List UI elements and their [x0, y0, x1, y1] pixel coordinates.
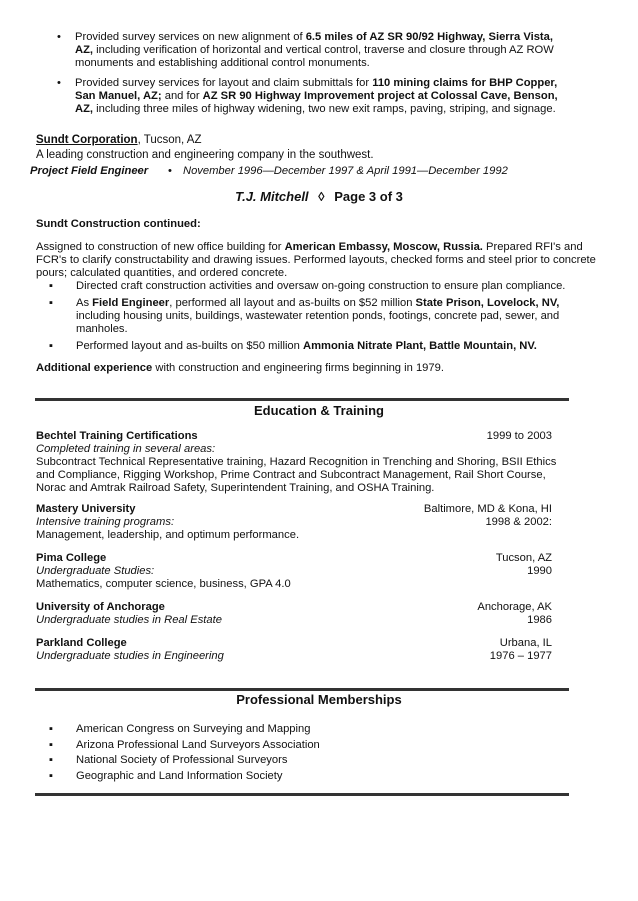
institution-name: Mastery University — [36, 503, 136, 515]
bullet-marker: ▪ — [49, 297, 53, 309]
list-item: ▪ Geographic and Land Information Society — [49, 769, 283, 782]
job-dates: November 1996—December 1997 & April 1991—December 1992 — [183, 165, 508, 177]
institution-name: Parkland College — [36, 637, 127, 649]
bullet-text: Provided survey services on new alignment of 6.5 miles of AZ SR 90/92 Highway, Sierra Vista, AZ, including verification of horizontal and vertical control, traverse and closure through AZ ROW monuments and establishing additional control monuments. — [75, 31, 554, 69]
entry-subtitle: Completed training in several areas: — [36, 443, 216, 455]
list-item: ▪ As Field Engineer, performed all layout and as-builts on $52 million State Prison, Lovelock, NV, including housing units, buildings, wastewater retention ponds, footings, concrete pad, sewer, and manholes. — [49, 297, 560, 335]
entry-location-date: Baltimore, MD & Kona, HI 1998 & 2002: — [423, 503, 552, 528]
bullet-text: Provided survey services for layout and claim submittals for 110 mining claims for BHP Copper, San Manuel, AZ; and for AZ SR 90 Highway Improvement project at Colossal Cave, Benson, AZ, including three miles of highway widening, two new exit ramps, paving, striping, and signage. — [75, 77, 558, 115]
education-entry — [36, 601, 552, 627]
section-divider — [35, 793, 569, 796]
list-item — [52, 31, 572, 70]
employer-block — [36, 133, 596, 163]
section-title-memberships: Professional Memberships — [236, 692, 402, 707]
list-item: ▪ American Congress on Surveying and Mapping — [49, 723, 311, 735]
entry-location-date: Urbana, IL 1976 – 1977 — [489, 637, 552, 662]
entry-subtitle: Undergraduate Studies: — [36, 565, 155, 577]
page-number: Page 3 of 3 — [334, 189, 403, 204]
continued-paragraph: Assigned to construction of new office building for American Embassy, Moscow, Russia. Prepared RFI's and FCR's to clarify constructability and drawing issues. Performed layouts, checked forms and steel prior to concrete pours; calculated quantities, and ordered concrete. — [36, 241, 596, 279]
education-entry — [36, 430, 557, 495]
list-item: ▪ Arizona Professional Land Surveyors Association — [49, 738, 320, 751]
list-item: ▪ National Society of Professional Surveyors — [49, 754, 288, 766]
bullet-marker: ▪ — [49, 723, 53, 735]
employer-description: A leading construction and engineering company in the southwest. — [36, 149, 374, 161]
bullet-marker: ▪ — [49, 769, 53, 782]
institution-name: Pima College — [36, 552, 107, 564]
diamond-icon: ◊ — [318, 189, 325, 204]
bullet-marker: ▪ — [49, 738, 53, 751]
education-entry — [36, 503, 552, 542]
institution-name: Bechtel Training Certifications — [36, 430, 198, 442]
additional-experience: Additional experience with construction and engineering firms beginning in 1979. — [36, 362, 444, 374]
memberships-list — [36, 723, 536, 785]
candidate-name: T.J. Mitchell — [235, 189, 309, 204]
section-divider — [35, 688, 569, 691]
previous-job-bullets — [52, 31, 572, 123]
entry-date: 1999 to 2003 — [486, 430, 552, 442]
bullet-marker: ▪ — [49, 280, 53, 292]
bullet-marker: ▪ — [49, 754, 53, 766]
list-item: ▪ Directed craft construction activities and oversaw on-going construction to ensure plan compliance. — [49, 280, 566, 292]
entry-detail: Mathematics, computer science, business, GPA 4.0 — [36, 578, 291, 590]
list-item — [52, 77, 572, 116]
section-divider — [35, 398, 569, 401]
page-header — [0, 189, 638, 204]
education-entry — [36, 552, 552, 591]
entry-subtitle: Undergraduate studies in Real Estate — [36, 614, 222, 626]
entry-subtitle: Intensive training programs: — [36, 516, 175, 528]
bullet-marker: • — [57, 77, 61, 89]
institution-name: University of Anchorage — [36, 601, 165, 613]
list-item: ▪ Performed layout and as-builts on $50 million Ammonia Nitrate Plant, Battle Mountain, NV. — [49, 340, 537, 352]
continued-heading: Sundt Construction continued: — [36, 218, 201, 230]
employer-location: , Tucson, AZ — [137, 134, 202, 146]
bullet-marker: • — [57, 31, 61, 43]
education-entry — [36, 637, 552, 663]
entry-detail: Management, leadership, and optimum performance. — [36, 529, 300, 541]
bullet-marker: ▪ — [49, 340, 53, 352]
section-title-education: Education & Training — [253, 403, 384, 418]
entry-location-date: Tucson, AZ 1990 — [495, 552, 552, 577]
job-role: Project Field Engineer — [30, 165, 149, 177]
continued-bullets — [36, 280, 602, 357]
entry-detail: Subcontract Technical Representative training, Hazard Recognition in Trenching and Shoring, BSII Ethics and Compliance, Rigging Workshop, Prime Contract and Subcontract Management, Rail Short Course, Norac and Amtrak Railroad Safety, Superintendent Training, and OSHA Training. — [36, 456, 557, 494]
separator: • — [168, 165, 172, 177]
entry-subtitle: Undergraduate studies in Engineering — [36, 650, 224, 662]
employer-name: Sundt Corporation — [36, 134, 138, 146]
entry-location-date: Anchorage, AK 1986 — [477, 601, 552, 626]
employer-line — [36, 133, 596, 148]
